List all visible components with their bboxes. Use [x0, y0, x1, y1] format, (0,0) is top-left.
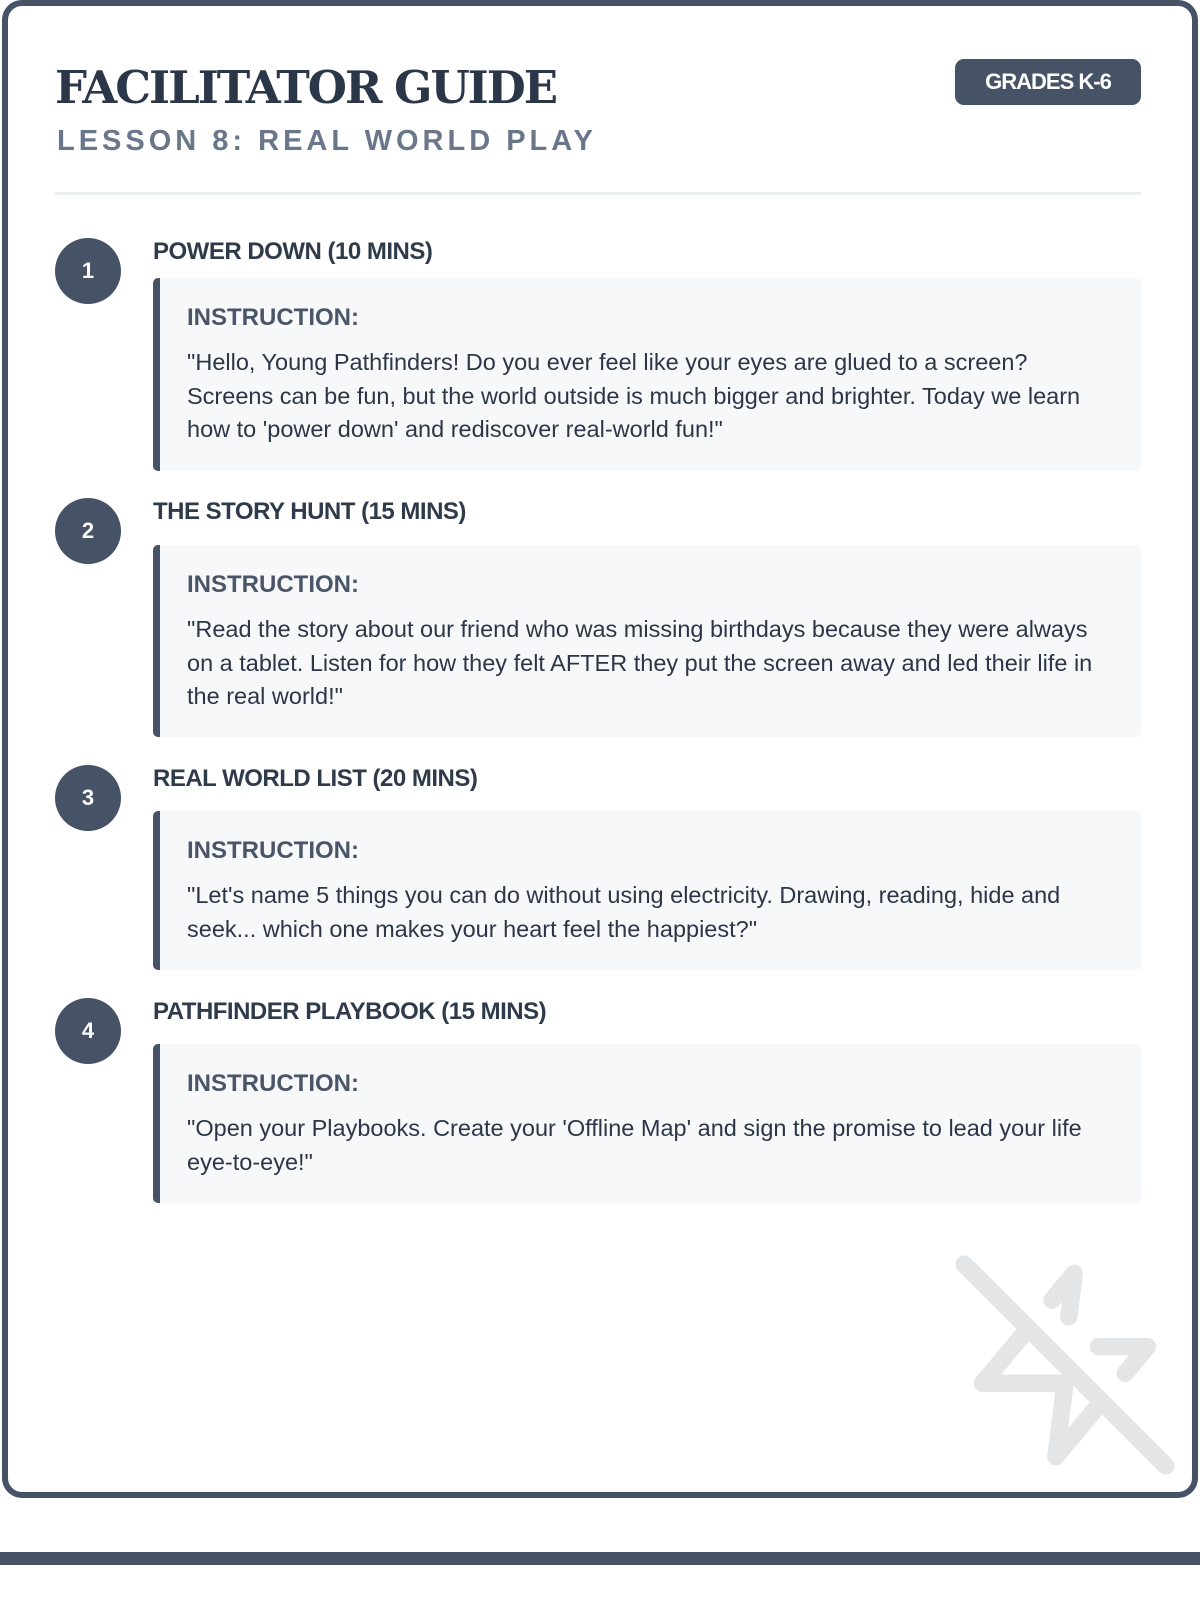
- zap-off-icon: [955, 1255, 1175, 1475]
- header-divider: [55, 192, 1141, 195]
- instruction-label: INSTRUCTION:: [187, 837, 359, 864]
- instruction-label: INSTRUCTION:: [187, 571, 359, 598]
- step-number-badge: 3: [55, 765, 121, 831]
- step-number-badge: 4: [55, 998, 121, 1064]
- instruction-box: [153, 278, 1141, 471]
- instruction-box: [153, 811, 1141, 970]
- step-number-badge: 2: [55, 498, 121, 564]
- step-title: PATHFINDER PLAYBOOK (15 MINS): [153, 998, 547, 1025]
- grade-badge: GRADES K-6: [955, 59, 1141, 105]
- guide-header: [55, 55, 1141, 195]
- instruction-text: "Hello, Young Pathfinders! Do you ever feel like your eyes are glued to a screen? Screens can be fun, but the world outside is much bigger and brighter. Today we learn how to 'power down' and rediscover real-world fun!": [187, 349, 1081, 442]
- instruction-text: "Open your Playbooks. Create your 'Offline Map' and sign the promise to lead your life eye-to-eye!": [187, 1115, 1082, 1175]
- lesson-subtitle: LESSON 8: REAL WORLD PLAY: [57, 125, 597, 157]
- instruction-label: INSTRUCTION:: [187, 1070, 359, 1097]
- page-title: FACILITATOR GUIDE: [55, 61, 557, 114]
- instruction-text: "Let's name 5 things you can do without using electricity. Drawing, reading, hide and seek... which one makes your heart feel the happiest?": [187, 882, 1061, 942]
- step-title: THE STORY HUNT (15 MINS): [153, 498, 466, 525]
- instruction-box: [153, 545, 1141, 737]
- instruction-text: "Read the story about our friend who was missing birthdays because they were always on a tablet. Listen for how they felt AFTER they put the screen away and led their life in the real world!": [187, 616, 1093, 709]
- footer-bar: [0, 1552, 1200, 1565]
- instruction-box: [153, 1044, 1141, 1203]
- instruction-label: INSTRUCTION:: [187, 304, 359, 331]
- step-title: POWER DOWN (10 MINS): [153, 238, 433, 265]
- step-number-badge: 1: [55, 238, 121, 304]
- step-title: REAL WORLD LIST (20 MINS): [153, 765, 478, 792]
